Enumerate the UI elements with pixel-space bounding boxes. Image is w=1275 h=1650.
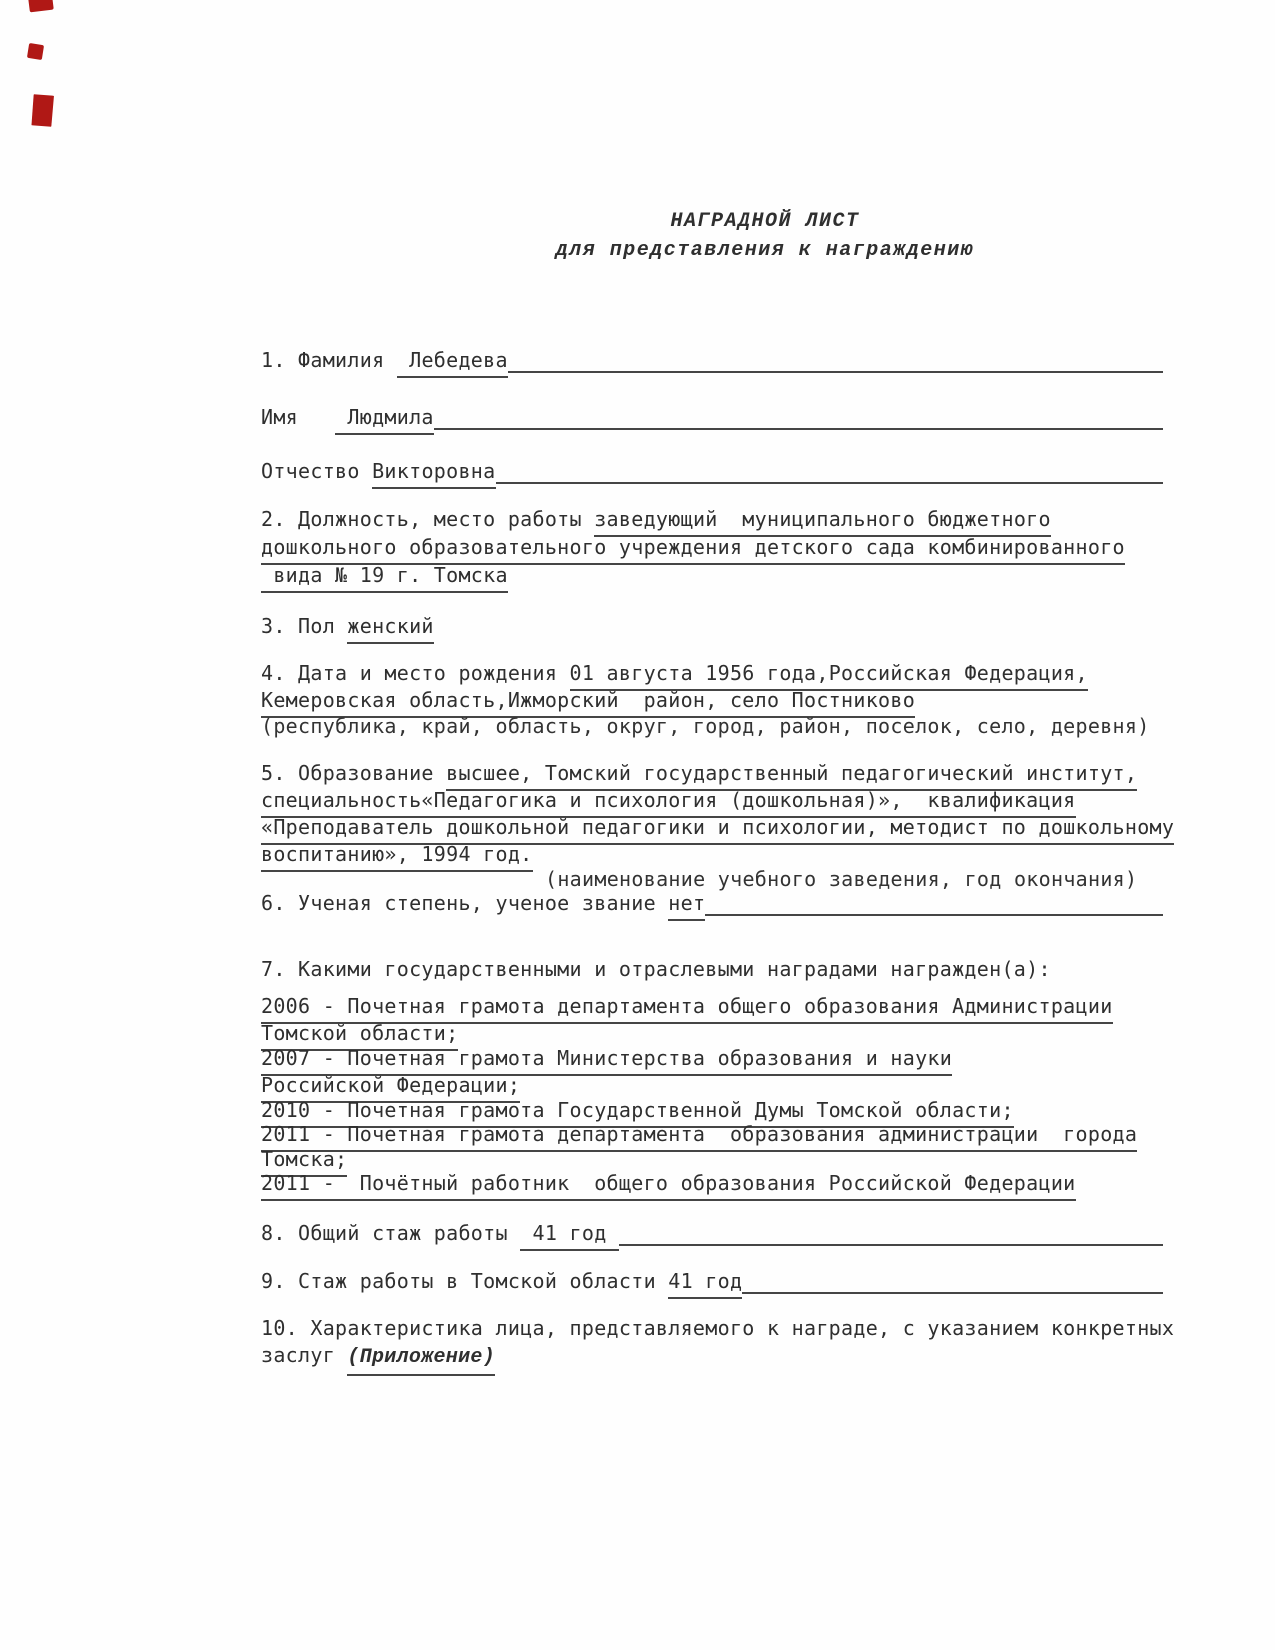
- field-degree: [261, 890, 1163, 916]
- field-birth-line1: [261, 660, 1163, 686]
- field-patronymic: [261, 458, 1163, 484]
- award-text: Томской области;: [261, 1020, 458, 1051]
- blank-underline: [705, 890, 1163, 916]
- award-text: 2010 - Почетная грамота Государственной Думы Томской области;: [261, 1097, 1014, 1128]
- award-line: [261, 1170, 1163, 1196]
- red-scan-mark: [27, 43, 44, 60]
- field-birth-line2: [261, 687, 1163, 713]
- patronymic-label: Отчество: [261, 459, 373, 483]
- field-characteristic-line2: [261, 1342, 1163, 1368]
- education-hint-text: (наименование учебного заведения, год окончания): [545, 867, 1138, 891]
- gender-label: 3. Пол: [261, 614, 348, 638]
- field-birth-hint: [261, 713, 1163, 739]
- award-text: Томска;: [261, 1146, 347, 1177]
- field-education-line3: [261, 814, 1175, 840]
- blank-underline: [619, 1220, 1163, 1246]
- characteristic-attachment-ref: (Приложение): [347, 1345, 495, 1376]
- award-text: 2007 - Почетная грамота Министерства образования и науки: [261, 1045, 952, 1076]
- total-experience-value: 41 год: [520, 1220, 619, 1251]
- document-title: НАГРАДНОЙ ЛИСТ: [670, 210, 860, 233]
- field-firstname: [261, 404, 1163, 430]
- blank-underline: [742, 1268, 1163, 1294]
- field-education-line2: [261, 787, 1163, 813]
- red-scan-mark: [28, 92, 56, 128]
- position-value-line3: вида № 19 г. Томска: [261, 562, 508, 593]
- education-label: 5. Образование: [261, 761, 447, 785]
- field-position-line3: [261, 562, 1163, 588]
- birth-label: 4. Дата и место рождения: [261, 661, 570, 685]
- characteristic-text-line1: 10. Характеристика лица, представляемого к награде, с указанием конкретных: [261, 1316, 1175, 1340]
- award-line: [261, 1146, 1163, 1172]
- award-line: [261, 1097, 1163, 1123]
- award-line: [261, 1121, 1163, 1147]
- award-text: Российской Федерации;: [261, 1072, 520, 1103]
- award-line: [261, 1072, 1163, 1098]
- award-text: 2006 - Почетная грамота департамента общего образования Администрации: [261, 993, 1113, 1024]
- awards-label-text: 7. Какими государственными и отраслевыми наградами награжден(а):: [261, 957, 1051, 981]
- firstname-label: Имя: [261, 405, 336, 429]
- position-label: 2. Должность, место работы: [261, 507, 595, 531]
- field-surname: [261, 347, 1163, 373]
- field-gender: [261, 613, 1163, 639]
- award-line: [261, 1045, 1163, 1071]
- field-education-line4: [261, 841, 1163, 867]
- field-position-line2: [261, 534, 1163, 560]
- field-position-line1: [261, 506, 1163, 532]
- document-title-block: [530, 207, 1000, 265]
- degree-value: нет: [668, 890, 705, 921]
- award-text: 2011 - Почетная грамота департамента образования администрации города: [261, 1121, 1137, 1152]
- field-region-experience: [261, 1268, 1163, 1294]
- region-experience-value: 41 год: [668, 1268, 742, 1299]
- degree-label: 6. Ученая степень, ученое звание: [261, 891, 669, 915]
- red-scan-mark: [28, 0, 54, 12]
- surname-label: 1. Фамилия: [261, 348, 397, 372]
- field-awards-label: [261, 956, 1163, 982]
- birth-hint-text: (республика, край, область, округ, город, район, поселок, село, деревня): [261, 714, 1150, 738]
- field-total-experience: [261, 1220, 1163, 1246]
- award-line: [261, 993, 1163, 1019]
- field-characteristic-line1: [261, 1315, 1175, 1341]
- position-value-line2: дошкольного образовательного учреждения детского сада комбинированного: [261, 534, 1125, 565]
- field-education-line1: [261, 760, 1163, 786]
- blank-underline: [508, 347, 1163, 373]
- birth-value-line1: 01 августа 1956 года,Российская Федерация,: [570, 660, 1088, 691]
- blank-underline: [496, 458, 1164, 484]
- education-value-line1: высшее, Томский государственный педагогический институт,: [446, 760, 1137, 791]
- education-value-line3: «Преподаватель дошкольной педагогики и психологии, методист по дошкольному: [261, 814, 1174, 845]
- patronymic-value: Викторовна: [372, 458, 495, 489]
- region-experience-label: 9. Стаж работы в Томской области: [261, 1269, 669, 1293]
- field-education-hint: [545, 866, 1163, 892]
- document-subtitle: для представления к награждению: [555, 239, 975, 262]
- position-value-line1: заведующий муниципального бюджетного: [594, 506, 1051, 537]
- surname-value: Лебедева: [397, 347, 508, 378]
- award-text: 2011 - Почётный работник общего образования Российской Федерации: [261, 1170, 1076, 1201]
- firstname-value: Людмила: [335, 404, 434, 435]
- education-value-line2: специальность«Педагогика и психология (дошкольная)», квалификация: [261, 787, 1076, 818]
- total-experience-label: 8. Общий стаж работы: [261, 1221, 521, 1245]
- gender-value: женский: [347, 613, 433, 644]
- award-line: [261, 1020, 1163, 1046]
- blank-underline: [434, 404, 1163, 430]
- characteristic-text-line2-prefix: заслуг: [261, 1343, 348, 1367]
- education-value-line4: воспитанию», 1994 год.: [261, 841, 533, 872]
- birth-value-line2: Кемеровская область,Ижморский район, село Постниково: [261, 687, 915, 718]
